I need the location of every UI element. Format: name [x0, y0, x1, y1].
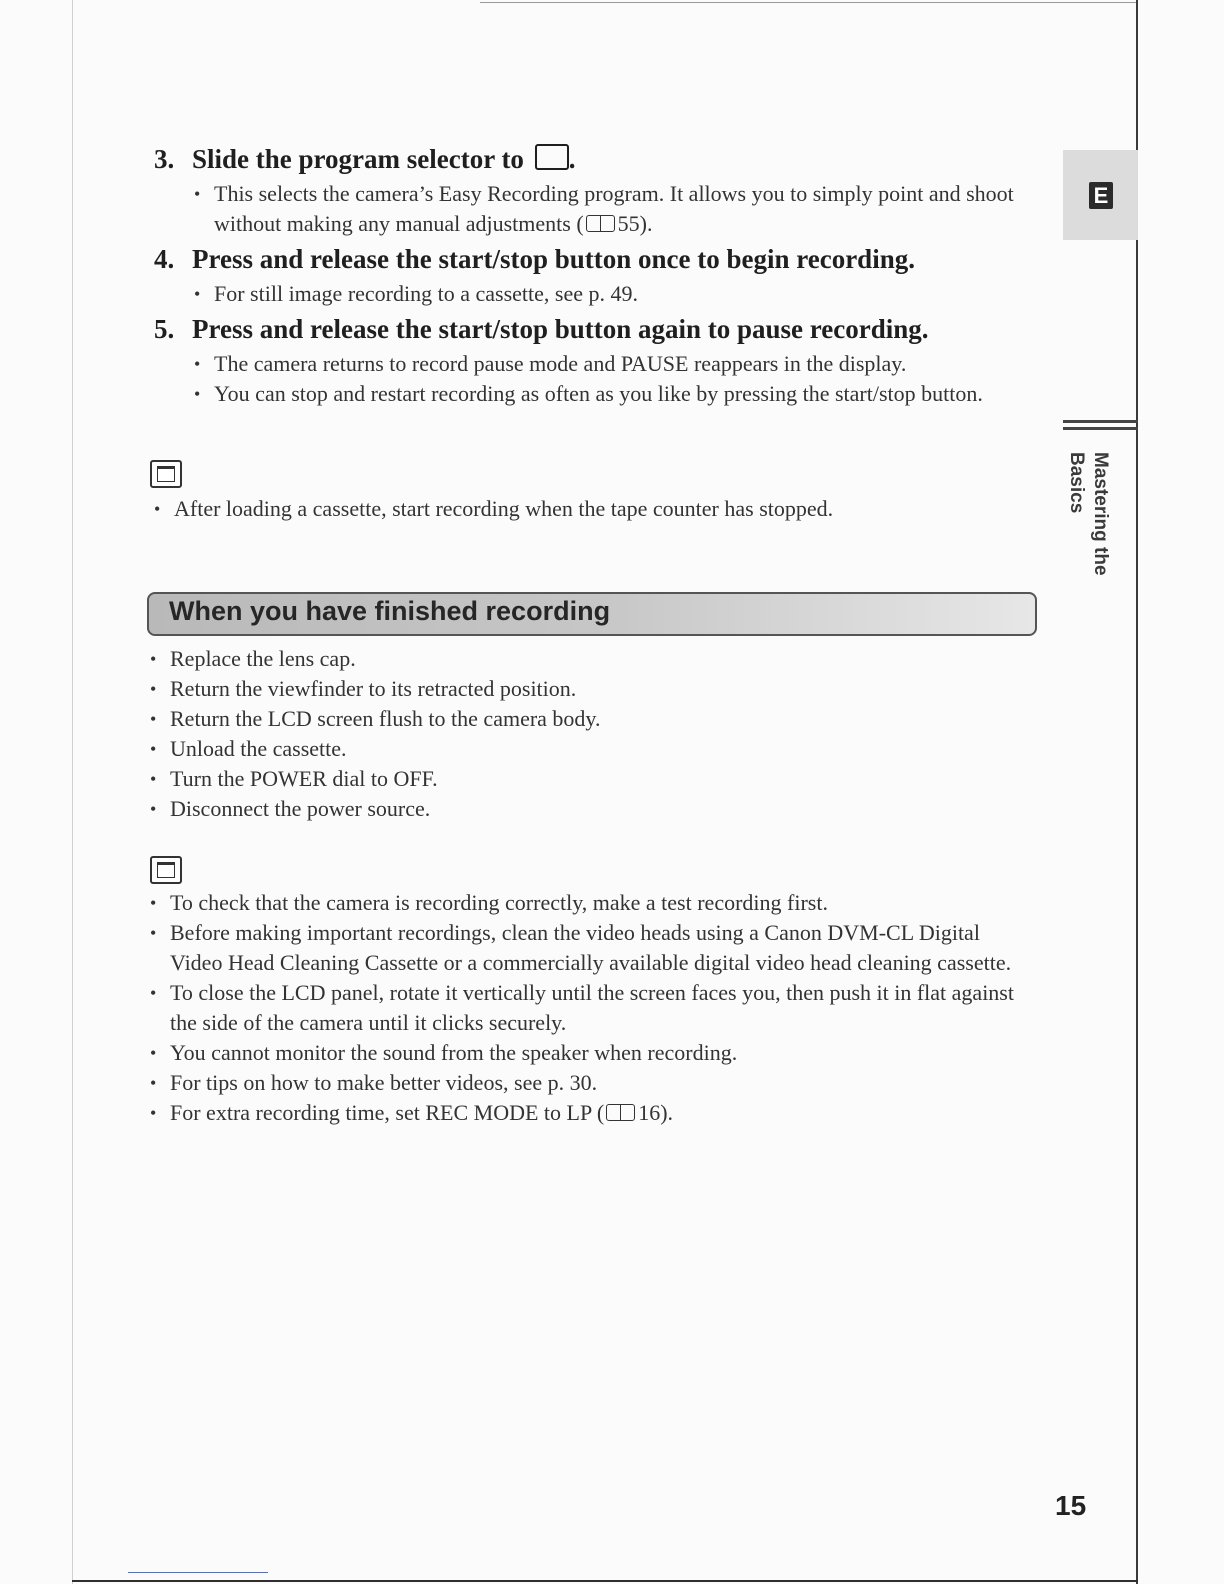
list-item: • You cannot monitor the sound from the speaker when recording.: [170, 1038, 1030, 1068]
page-edge-top: [480, 2, 1138, 3]
list-item: • Turn the POWER dial to OFF.: [170, 764, 1030, 794]
list-item: • Replace the lens cap.: [170, 644, 1030, 674]
page-reference: 55).: [617, 211, 653, 236]
list-item: • Return the LCD screen flush to the camera body.: [170, 704, 1030, 734]
step-number: 3.: [154, 144, 175, 174]
page-edge-left: [72, 0, 73, 1584]
note-icon: [150, 856, 182, 884]
step-title: Press and release the start/stop button once to begin recording.: [192, 244, 915, 274]
section-title: When you have finished recording: [169, 596, 611, 626]
step-heading: [154, 144, 1024, 175]
list-item: • For still image recording to a cassette, see p. 49.: [214, 279, 1014, 309]
note-list: [170, 888, 1030, 1128]
page-edge-bottom: [72, 1580, 1138, 1582]
section-header: [147, 592, 1037, 636]
bullet-text: This selects the camera’s Easy Recording program. It allows you to simply point and shoot without making any manual adjustments (: [214, 181, 1014, 236]
list-item: • You can stop and restart recording as often as you like by pressing the start/stop button.: [214, 379, 984, 409]
list-item: • After loading a cassette, start recording when the tape counter has stopped.: [174, 494, 1034, 524]
step-number: 4.: [154, 244, 175, 274]
finished-recording-list: [170, 644, 1030, 824]
note-list: [174, 494, 1034, 524]
list-item: • Disconnect the power source.: [170, 794, 1030, 824]
list-item: [170, 1098, 1030, 1128]
list-item: • To check that the camera is recording correctly, make a test recording first.: [170, 888, 1030, 918]
easy-recording-icon: [535, 144, 569, 170]
step-5: [154, 314, 984, 409]
tab-rule-lines: [1063, 420, 1138, 434]
scan-artifact-line: [128, 1572, 268, 1573]
step-number: 5.: [154, 314, 175, 344]
list-item: • Return the viewfinder to its retracted position.: [170, 674, 1030, 704]
step-4: [154, 244, 1014, 309]
step-heading: [154, 314, 984, 345]
section-tab: [1063, 150, 1138, 240]
step-3: [154, 144, 1024, 239]
page-number: 15: [1055, 1490, 1087, 1521]
list-item: • For tips on how to make better videos, see p. 30.: [170, 1068, 1030, 1098]
page-reference: 16).: [638, 1100, 674, 1125]
step-heading: [154, 244, 1014, 275]
list-item: • To close the LCD panel, rotate it vertically until the screen faces you, then push it in flat against the side of the camera until it clicks securely.: [170, 978, 1030, 1038]
section-letter: E: [1089, 182, 1113, 209]
list-item: • The camera returns to record pause mode and PAUSE reappears in the display.: [214, 349, 984, 379]
chapter-label: Mastering the Basics: [1066, 452, 1111, 576]
note-icon: [150, 460, 182, 488]
book-reference-icon: [586, 215, 616, 233]
list-item: [214, 179, 1024, 239]
step-title-suffix: .: [568, 144, 576, 174]
list-item: • Unload the cassette.: [170, 734, 1030, 764]
bullet-text: For extra recording time, set REC MODE to LP (: [170, 1100, 605, 1125]
step-title: Press and release the start/stop button again to pause recording.: [192, 314, 929, 344]
step-title: Slide the program selector to: [192, 144, 524, 174]
list-item: • Before making important recordings, clean the video heads using a Canon DVM-CL Digital Video Head Cleaning Cassette or a commercially available digital video head cleaning cassette.: [170, 918, 1030, 978]
book-reference-icon: [606, 1104, 636, 1122]
